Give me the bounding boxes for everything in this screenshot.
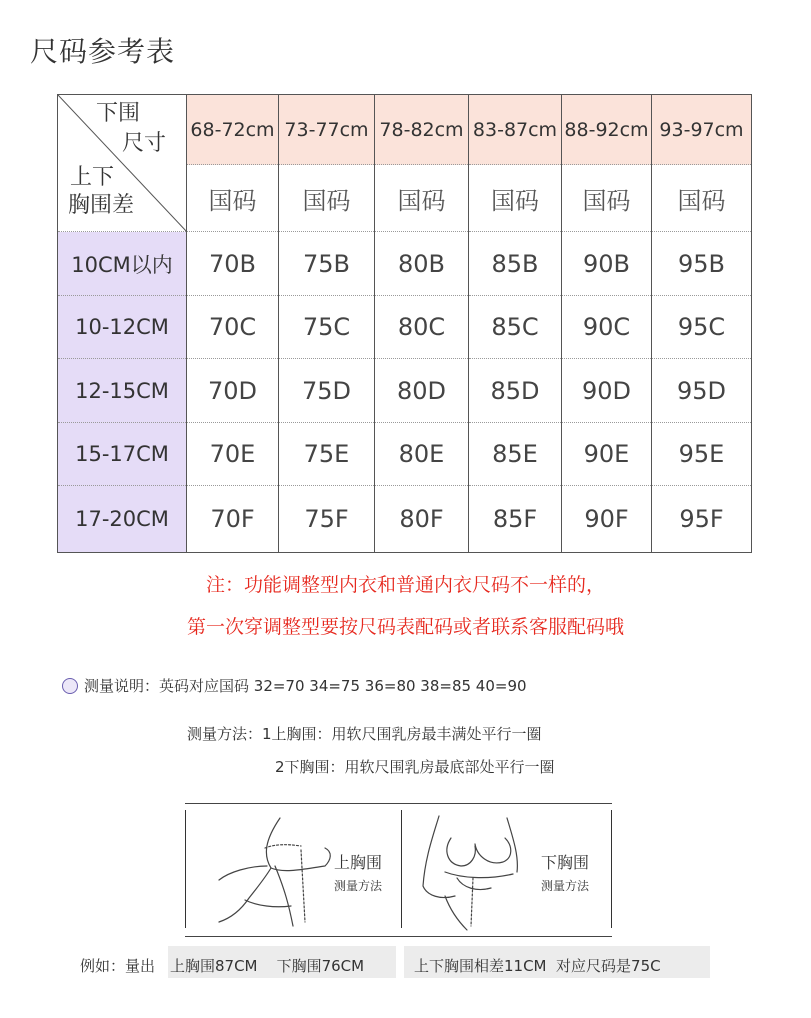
size-cell: 80B [375, 232, 469, 296]
band-header: 83-87cm [469, 95, 562, 165]
upper-bust-title: 上胸围 [333, 853, 382, 872]
size-cell: 90F [562, 486, 652, 553]
lower-bust-subtitle: 测量方法 [540, 879, 589, 893]
illustration-divider [611, 810, 612, 928]
example-prefix: 例如：量出 [80, 957, 156, 975]
page-title: 尺码参考表 [30, 35, 176, 68]
size-cell: 85E [469, 423, 562, 486]
size-cell: 80E [375, 423, 469, 486]
illustration-divider [401, 810, 402, 928]
upper-bust-figure-icon [205, 810, 335, 930]
band-header: 68-72cm [187, 95, 279, 165]
bust-diff-cell: 12-15CM [58, 359, 187, 423]
example-bust-values: 上胸围87CM 下胸围76CM [170, 957, 365, 975]
lower-bust-caption [525, 850, 605, 894]
corner-size-label: 尺寸 [122, 131, 167, 156]
national-size-label: 国码 [375, 165, 469, 232]
measure-explanation-text: 测量说明：英码对应国码 32=70 34=75 36=80 38=85 40=90 [84, 677, 527, 695]
size-cell: 85D [469, 359, 562, 423]
size-cell: 70C [187, 296, 279, 359]
band-header: 93-97cm [652, 95, 752, 165]
upper-bust-subtitle: 测量方法 [333, 879, 382, 893]
size-cell: 75B [279, 232, 375, 296]
upper-bust-caption [323, 850, 393, 894]
size-cell: 90E [562, 423, 652, 486]
size-cell: 80D [375, 359, 469, 423]
band-header-row [58, 95, 752, 165]
size-cell: 75C [279, 296, 375, 359]
band-header: 88-92cm [562, 95, 652, 165]
lower-bust-title: 下胸围 [540, 853, 589, 872]
size-cell: 95B [652, 232, 752, 296]
size-cell: 95D [652, 359, 752, 423]
bullet-circle-icon [62, 678, 78, 694]
method-line-1: 测量方法：1上胸围：用软尺围乳房最丰满处平行一圈 [187, 725, 542, 743]
corner-diff-label-1: 上下 [70, 165, 115, 190]
national-size-label: 国码 [562, 165, 652, 232]
corner-diff-label-2: 胸围差 [68, 193, 135, 218]
measurement-illustration [185, 803, 612, 937]
bust-diff-cell: 15-17CM [58, 423, 187, 486]
corner-cell [58, 95, 187, 232]
corner-band-label: 下围 [96, 101, 141, 126]
size-cell: 70F [187, 486, 279, 553]
size-cell: 70D [187, 359, 279, 423]
note-line-2: 第一次穿调整型要按尺码表配码或者联系客服配码哦 [186, 616, 624, 638]
size-cell: 95E [652, 423, 752, 486]
size-cell: 75D [279, 359, 375, 423]
national-size-label: 国码 [469, 165, 562, 232]
note-line-1: 注：功能调整型内衣和普通内衣尺码不一样的， [205, 574, 605, 596]
size-cell: 90C [562, 296, 652, 359]
size-cell: 75E [279, 423, 375, 486]
size-cell: 70E [187, 423, 279, 486]
bust-diff-cell: 17-20CM [58, 486, 187, 553]
size-cell: 85B [469, 232, 562, 296]
size-cell: 75F [279, 486, 375, 553]
table-row [58, 232, 752, 296]
table-row [58, 486, 752, 553]
size-cell: 90B [562, 232, 652, 296]
band-header: 73-77cm [279, 95, 375, 165]
bust-diff-cell: 10CM以内 [58, 232, 187, 296]
national-size-label: 国码 [652, 165, 752, 232]
illustration-divider [185, 810, 186, 928]
size-cell: 95C [652, 296, 752, 359]
band-header: 78-82cm [375, 95, 469, 165]
size-cell: 80F [375, 486, 469, 553]
size-cell: 70B [187, 232, 279, 296]
table-row [58, 359, 752, 423]
size-cell: 95F [652, 486, 752, 553]
size-cell: 85F [469, 486, 562, 553]
size-cell: 80C [375, 296, 469, 359]
lower-bust-figure-icon [417, 808, 527, 932]
size-cell: 85C [469, 296, 562, 359]
national-size-label: 国码 [187, 165, 279, 232]
national-size-label: 国码 [279, 165, 375, 232]
table-row [58, 296, 752, 359]
size-table [57, 94, 752, 553]
table-row [58, 423, 752, 486]
bust-diff-cell: 10-12CM [58, 296, 187, 359]
size-cell: 90D [562, 359, 652, 423]
measure-explanation [62, 675, 527, 696]
example-result: 上下胸围相差11CM 对应尺码是75C [414, 957, 661, 975]
method-line-2: 2下胸围：用软尺围乳房最底部处平行一圈 [275, 758, 555, 776]
